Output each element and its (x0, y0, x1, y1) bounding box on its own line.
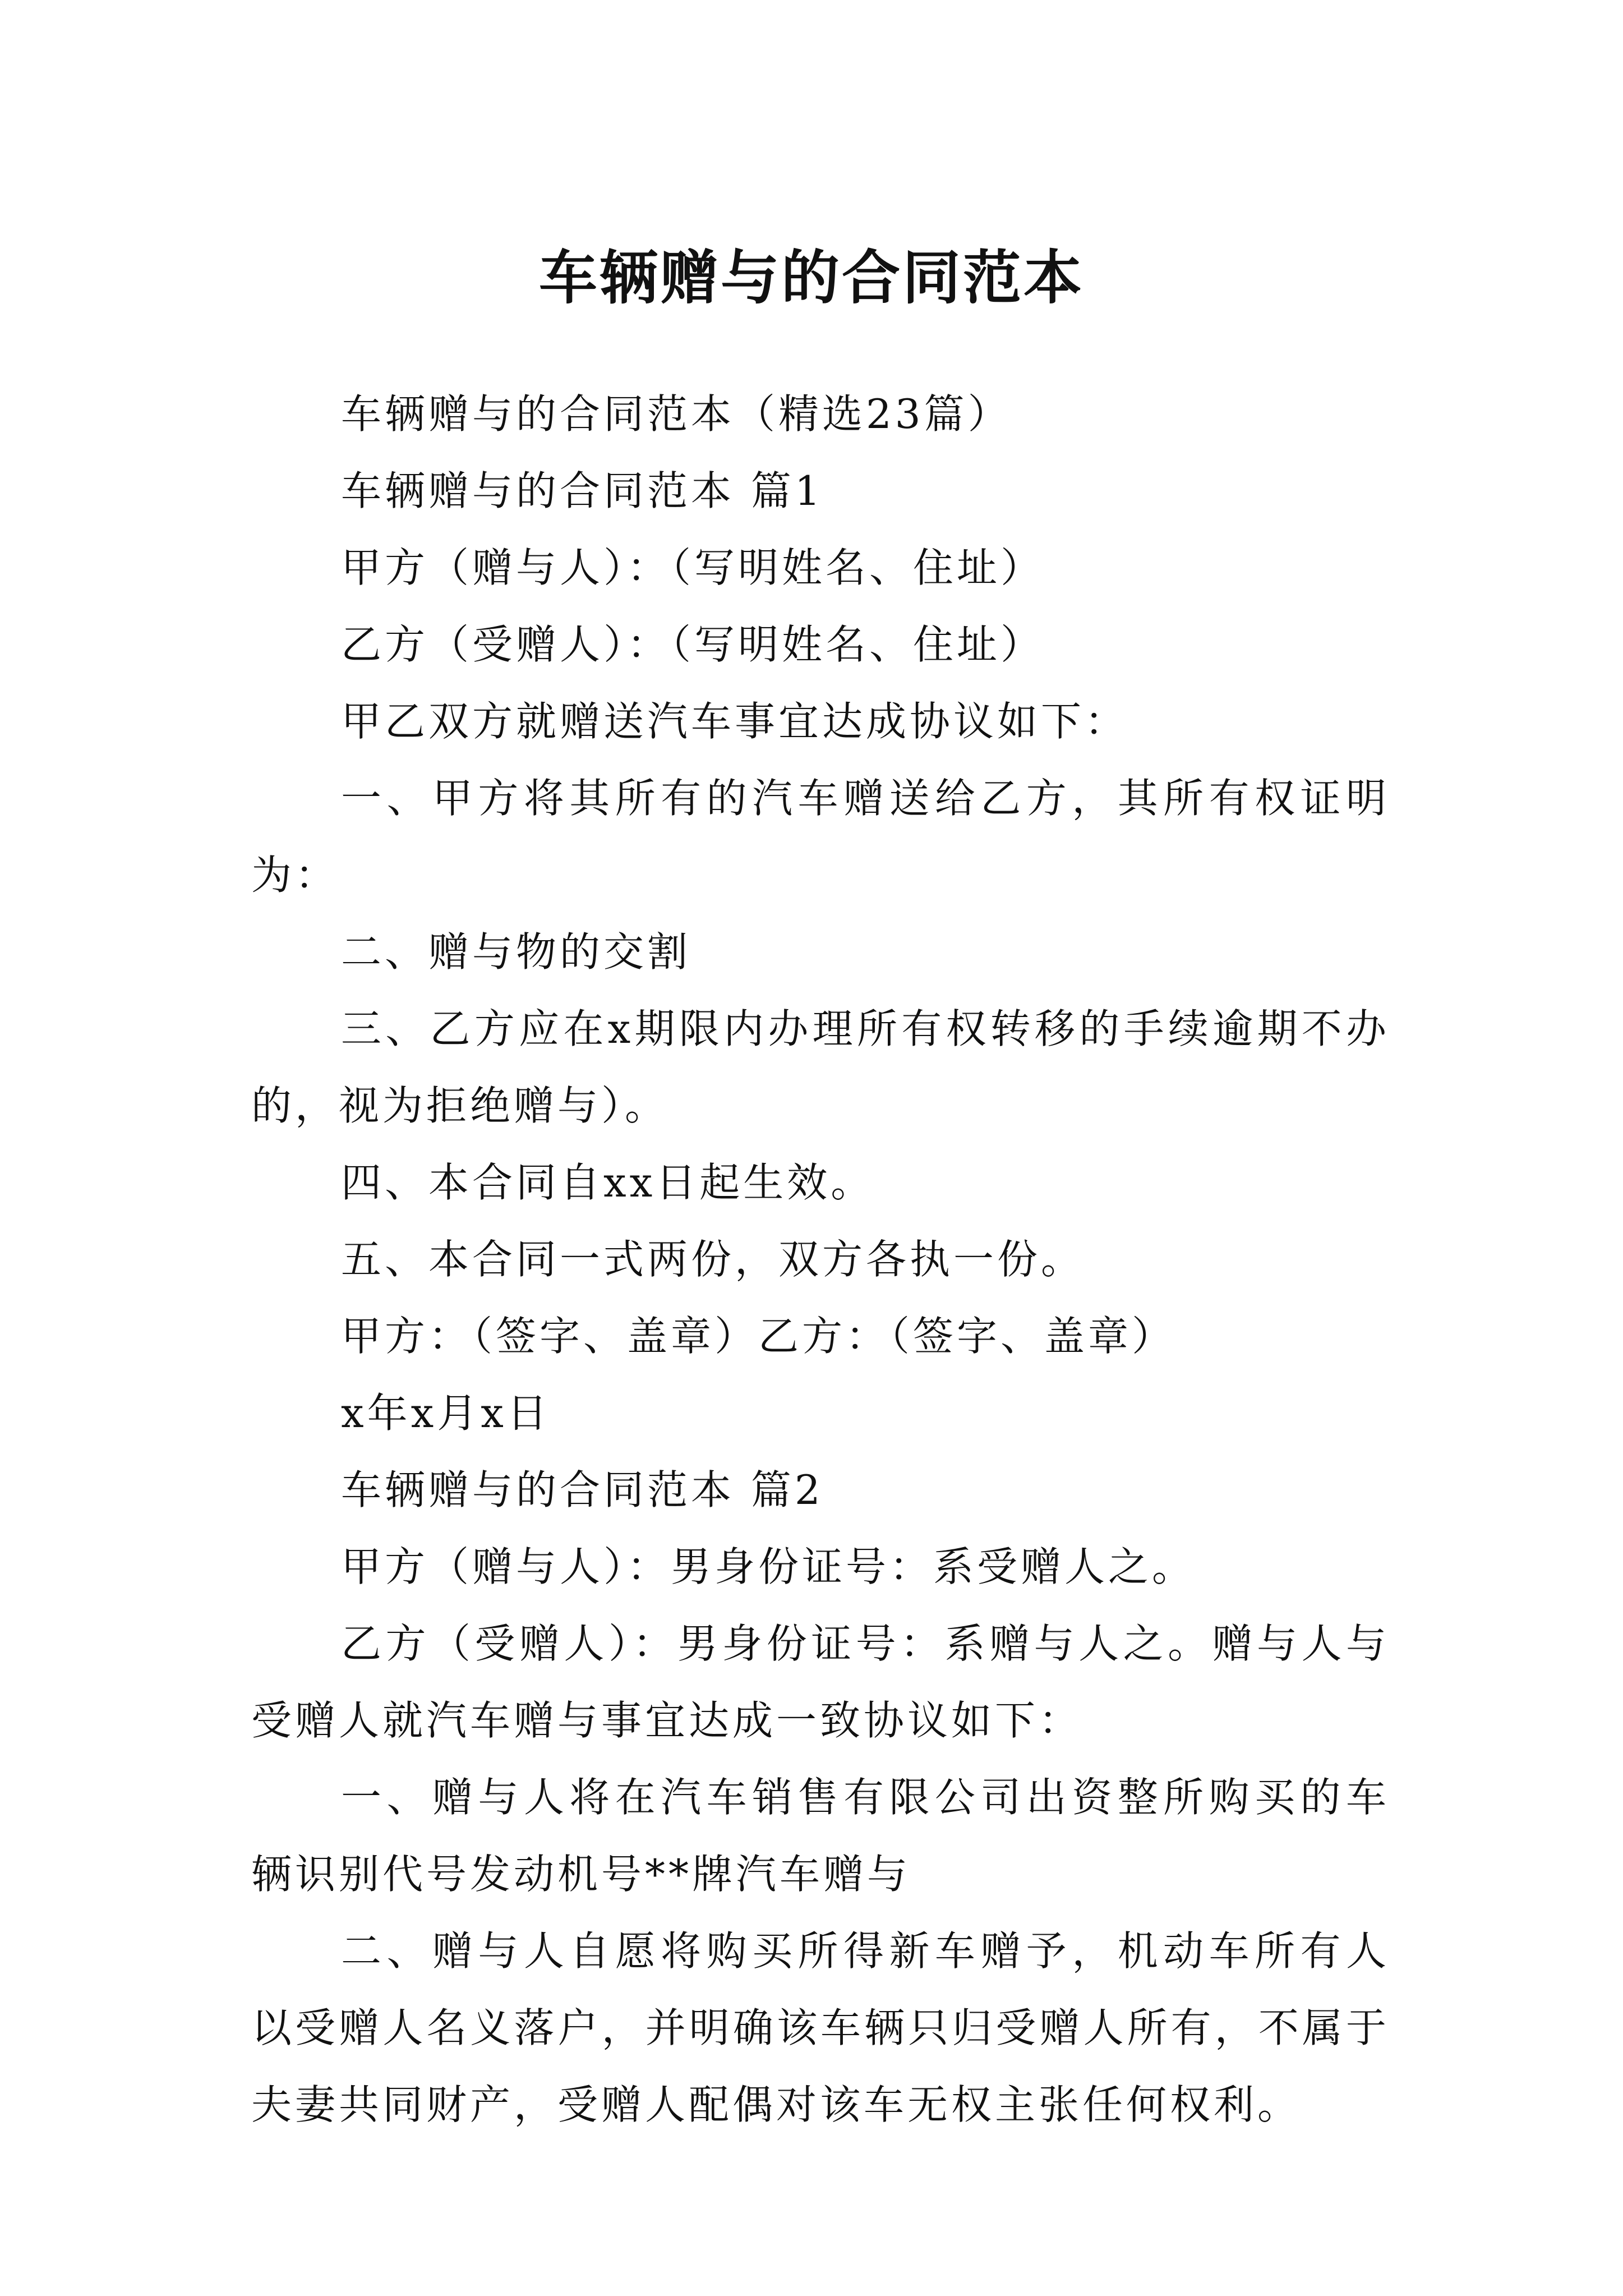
paragraph: 四、本合同自xx日起生效。 (341, 1159, 875, 1206)
paragraph: 二、赠与物的交割 (341, 928, 691, 976)
signature-line: 甲方：（签字、盖章）乙方：（签字、盖章） (341, 1313, 1176, 1360)
paragraph: 甲乙双方就赠送汽车事宜达成协议如下： (341, 698, 1129, 745)
section-heading: 车辆赠与的合同范本 篇2 (341, 1466, 824, 1513)
document-title: 车辆赠与的合同范本 (538, 242, 1084, 312)
document-body (251, 376, 1390, 2143)
paragraph: 二、赠与人自愿将购买所得新车赠予，机动车所有人以受赠人名义落户，并明确该车辆只归受赠人所有，不属于夫妻共同财产，受赠人配偶对该车无权主张任何权利。 (251, 1927, 1390, 2128)
section-heading: 车辆赠与的合同范本 篇1 (341, 467, 824, 514)
paragraph: 一、甲方将其所有的汽车赠送给乙方，其所有权证明为： (251, 775, 1390, 899)
paragraph: 三、乙方应在x期限内办理所有权转移的手续逾期不办的，视为拒绝赠与）。 (251, 1005, 1390, 1129)
paragraph: 甲方（赠与人）：（写明姓名、住址） (341, 544, 1045, 591)
paragraph: 乙方（受赠人）：（写明姓名、住址） (341, 621, 1045, 668)
paragraph: 五、本合同一式两份，双方各执一份。 (341, 1236, 1085, 1283)
paragraph: 一、赠与人将在汽车销售有限公司出资整所购买的车辆识别代号发动机号**牌汽车赠与 (251, 1774, 1390, 1898)
paragraph: 甲方（赠与人）：男身份证号：系受赠人之。 (341, 1543, 1196, 1590)
paragraph: 车辆赠与的合同范本（精选23篇） (341, 390, 1012, 438)
paragraph: 乙方（受赠人）：男身份证号：系赠与人之。赠与人与受赠人就汽车赠与事宜达成一致协议如下： (251, 1620, 1390, 1744)
date-line: x年x月x日 (341, 1389, 551, 1437)
